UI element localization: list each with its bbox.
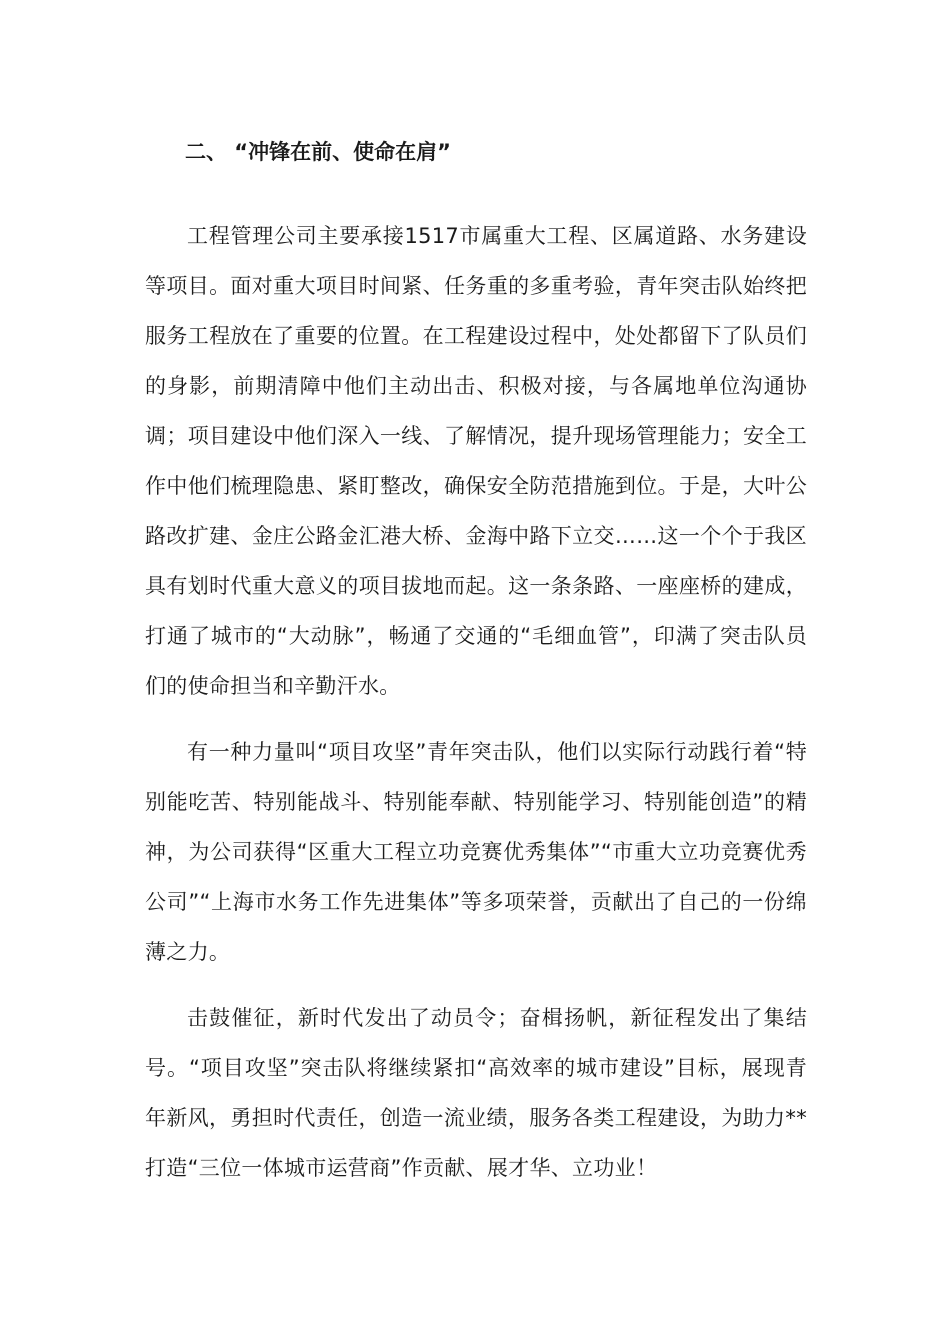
- section-heading: 二、 “冲锋在前、使命在肩”: [185, 140, 451, 164]
- paragraph-outlook: 击鼓催征，新时代发出了动员令；奋楫扬帆，新征程发出了集结号。“项目攻坚”突击队将继续紧扣“高效率的城市建设”目标，展现青年新风，勇担时代责任，创造一流业绩，服务各类工程建设，为助力**打造“三位一体城市运营商”作贡献、展才华、立功业！: [145, 1006, 807, 1180]
- paragraph-honors: 有一种力量叫“项目攻坚”青年突击队，他们以实际行动践行着“特别能吃苦、特别能战斗、特别能奉献、特别能学习、特别能创造”的精神，为公司获得“区重大工程立功竞赛优秀集体”“市重大立功竞赛优秀公司”“上海市水务工作先进集体”等多项荣誉，贡献出了自己的一份绵薄之力。: [145, 740, 807, 964]
- paragraph-project-work: 工程管理公司主要承接1517市属重大工程、区属道路、水务建设等项目。面对重大项目时间紧、任务重的多重考验，青年突击队始终把服务工程放在了重要的位置。在工程建设过程中，处处都留下了队员们的身影，前期清障中他们主动出击、积极对接，与各属地单位沟通协调；项目建设中他们深入一线、了解情况，提升现场管理能力；安全工作中他们梳理隐患、紧盯整改，确保安全防范措施到位。于是，大叶公路改扩建、金庄公路金汇港大桥、金海中路下立交……这一个个于我区具有划时代重大意义的项目拔地而起。这一条条路、一座座桥的建成，打通了城市的“大动脉”，畅通了交通的“毛细血管”，印满了突击队员们的使命担当和辛勤汗水。: [145, 224, 807, 698]
- document-body: [145, 127, 807, 1193]
